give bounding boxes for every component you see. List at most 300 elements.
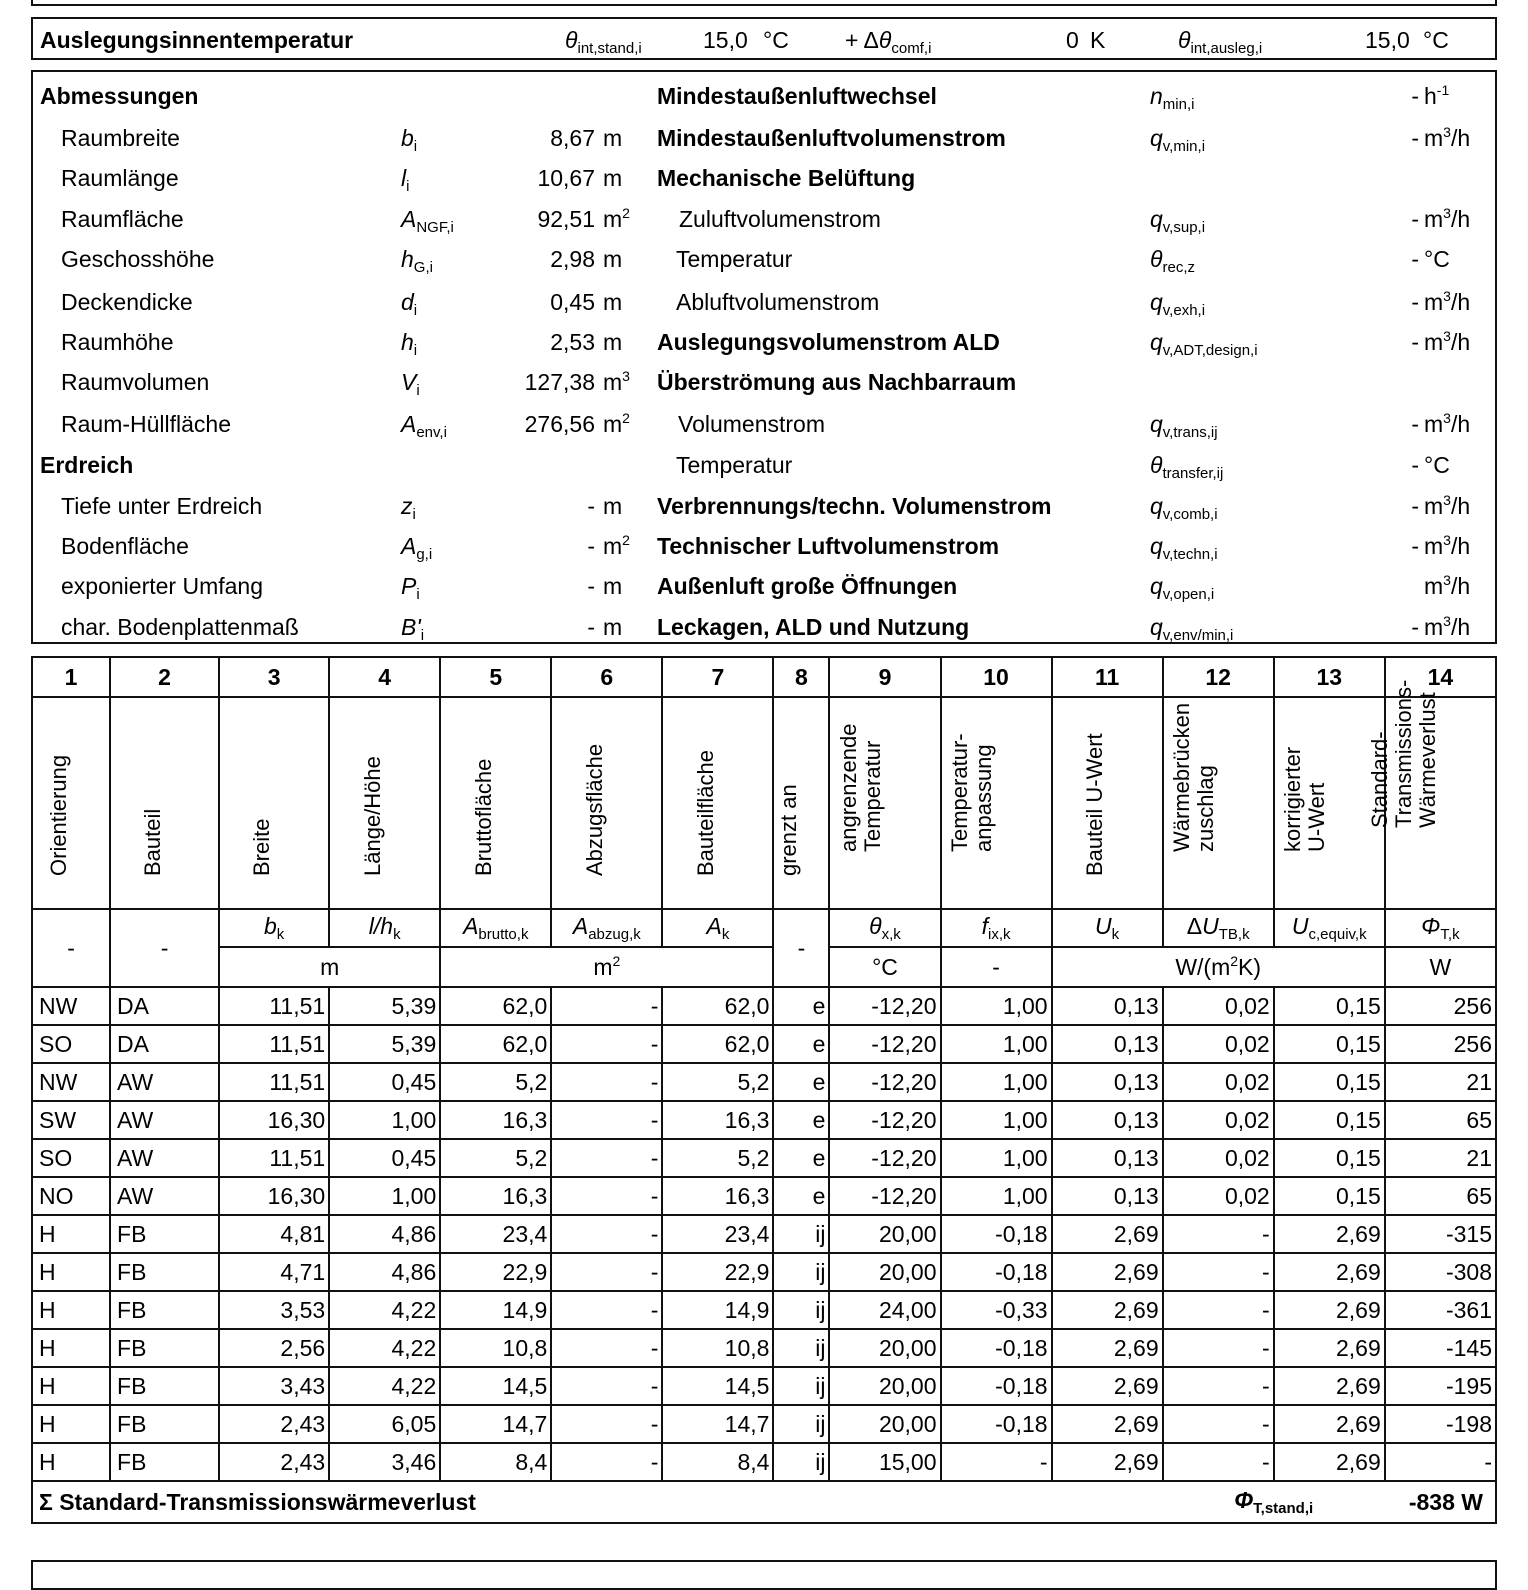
column-number: 7	[662, 657, 773, 697]
theta-int-ausleg-unit: °C	[1423, 27, 1449, 53]
column-symbol: $A_k$	[662, 909, 773, 947]
cell-orientation: H	[32, 1215, 110, 1253]
dimension-value: 92,51	[537, 206, 595, 232]
cell-u-value: 0,13	[1052, 1177, 1163, 1215]
ventilation-value: -	[1411, 533, 1419, 559]
sum-value: -838 W	[1385, 1481, 1496, 1523]
cell-component: FB	[110, 1291, 219, 1329]
cell-width: 16,30	[219, 1177, 329, 1215]
cell-component-area: 5,2	[662, 1063, 773, 1101]
cell-component: AW	[110, 1063, 219, 1101]
ventilation-unit: $m^3/h$	[1424, 613, 1471, 640]
column-title	[941, 697, 1052, 909]
cell-component: FB	[110, 1253, 219, 1291]
ventilation-unit: $m^3/h$	[1424, 572, 1471, 599]
ventilation-symbol	[1150, 533, 1218, 568]
cell-adjacent: ij	[773, 1443, 829, 1481]
ventilation-value: -	[1411, 289, 1419, 315]
dimension-value: 127,38	[524, 369, 595, 395]
ventilation-value: -	[1411, 411, 1419, 437]
ventilation-value: -	[1411, 125, 1419, 151]
sum-row	[32, 1481, 1496, 1523]
ventilation-value: -	[1411, 614, 1419, 640]
cell-adjacent-temperature: 20,00	[829, 1405, 940, 1443]
ventilation-value: -	[1411, 206, 1419, 232]
cell-corrected-u-value: 2,69	[1274, 1443, 1385, 1481]
cell-orientation: SO	[32, 1139, 110, 1177]
cell-width: 4,71	[219, 1253, 329, 1291]
dimension-symbol	[401, 125, 417, 160]
cell-length: 5,39	[329, 987, 440, 1025]
cell-temperature-factor: 1,00	[941, 987, 1052, 1025]
cell-width: 16,30	[219, 1101, 329, 1139]
ventilation-value: -	[1411, 83, 1419, 109]
cell-orientation: H	[32, 1253, 110, 1291]
ventilation-symbol	[1150, 329, 1258, 364]
table-body	[32, 657, 1496, 1523]
cell-corrected-u-value: 2,69	[1274, 1215, 1385, 1253]
dimension-label: Raumvolumen	[61, 369, 210, 395]
table-row	[32, 1329, 1496, 1367]
column-symbol: $\theta_{x,k}$	[829, 909, 940, 947]
ground-unit: m	[603, 573, 623, 599]
cell-heat-loss: 21	[1385, 1063, 1496, 1101]
cell-u-value: 0,13	[1052, 1063, 1163, 1101]
column-number: 13	[1274, 657, 1385, 697]
cell-deduction-area: -	[551, 1253, 662, 1291]
cell-gross-area: 14,7	[440, 1405, 551, 1443]
dimension-symbol	[401, 329, 417, 364]
ventilation-symbol	[1150, 573, 1214, 608]
column-title	[1163, 697, 1274, 909]
ground-symbol	[401, 573, 420, 608]
cell-component: FB	[110, 1443, 219, 1481]
cell-adjacent: e	[773, 1101, 829, 1139]
cell-temperature-factor: -0,33	[941, 1291, 1052, 1329]
column-title-line: Bruttofläche	[470, 758, 496, 876]
cell-component-area: 14,7	[662, 1405, 773, 1443]
cell-component-area: 16,3	[662, 1101, 773, 1139]
ventilation-unit: $m^3/h$	[1424, 410, 1471, 437]
column-title-line: grenzt an	[776, 784, 802, 876]
cell-component: AW	[110, 1177, 219, 1215]
symbol: $A_{env,i}$	[401, 411, 447, 441]
ventilation-label: Mechanische Belüftung	[657, 165, 916, 191]
cell-deduction-area: -	[551, 1025, 662, 1063]
symbol: $q_{v,comb,i}$	[1150, 493, 1218, 523]
cell-component: FB	[110, 1405, 219, 1443]
column-title-line: zuschlag	[1193, 765, 1219, 852]
cell-component-area: 23,4	[662, 1215, 773, 1253]
column-title-line: korrigierter	[1280, 746, 1306, 852]
cell-component: DA	[110, 987, 219, 1025]
cell-length: 0,45	[329, 1063, 440, 1101]
cell-width: 11,51	[219, 1063, 329, 1101]
cell-gross-area: 14,9	[440, 1291, 551, 1329]
dimension-label: Deckendicke	[61, 289, 193, 315]
cell-component: DA	[110, 1025, 219, 1063]
column-number: 4	[329, 657, 440, 697]
cell-adjacent-temperature: -12,20	[829, 1101, 940, 1139]
col1-unit: -	[32, 909, 110, 987]
table-row	[32, 1025, 1496, 1063]
cell-component-area: 5,2	[662, 1139, 773, 1177]
theta-int-stand-symbol: $\theta_{int,stand,i}$	[565, 27, 642, 57]
dimension-value: 8,67	[550, 125, 595, 151]
ventilation-unit: $h^{-1}$	[1424, 82, 1450, 109]
cell-component-area: 14,9	[662, 1291, 773, 1329]
cell-adjacent-temperature: 20,00	[829, 1215, 940, 1253]
power-unit: W	[1385, 947, 1496, 987]
ventilation-symbol	[1150, 614, 1233, 649]
ground-label: Tiefe unter Erdreich	[61, 493, 263, 519]
ventilation-unit: $m^3/h$	[1424, 532, 1471, 559]
ventilation-symbol	[1150, 83, 1194, 118]
symbol: $q_{v,open,i}$	[1150, 573, 1215, 603]
cell-u-value: 2,69	[1052, 1329, 1163, 1367]
theta-int-stand-value: 15,0	[703, 27, 748, 53]
next-section-box	[31, 1560, 1497, 1590]
ground-label: exponierter Umfang	[61, 573, 263, 599]
cell-adjacent-temperature: -12,20	[829, 987, 940, 1025]
column-number: 2	[110, 657, 219, 697]
dimension-unit: $m^2$	[603, 410, 630, 437]
ventilation-unit: °C	[1424, 452, 1450, 478]
column-number: 12	[1163, 657, 1274, 697]
column-title-line: Orientierung	[46, 754, 72, 876]
table-row	[32, 1443, 1496, 1481]
cell-gross-area: 10,8	[440, 1329, 551, 1367]
cell-deduction-area: -	[551, 1101, 662, 1139]
column-title-line: Länge/Höhe	[359, 756, 385, 876]
dimension-unit: m	[603, 289, 623, 315]
ventilation-unit: °C	[1424, 246, 1450, 272]
ground-value: -	[587, 614, 595, 640]
cell-heat-loss: -	[1385, 1443, 1496, 1481]
cell-u-value: 0,13	[1052, 987, 1163, 1025]
cell-thermal-bridge: 0,02	[1163, 1177, 1274, 1215]
cell-thermal-bridge: 0,02	[1163, 1139, 1274, 1177]
cell-temperature-factor: 1,00	[941, 1063, 1052, 1101]
cell-adjacent-temperature: -12,20	[829, 1025, 940, 1063]
dimension-unit: $m^3$	[603, 368, 630, 395]
cell-length: 4,22	[329, 1367, 440, 1405]
delta-comf-unit: K	[1090, 27, 1106, 53]
ground-unit: m	[603, 614, 623, 640]
cell-temperature-factor: -0,18	[941, 1405, 1052, 1443]
cell-u-value: 2,69	[1052, 1367, 1163, 1405]
cell-width: 3,53	[219, 1291, 329, 1329]
column-title	[110, 697, 219, 909]
column-symbol: $\Delta U_{TB,k}$	[1163, 909, 1274, 947]
ground-value: -	[587, 493, 595, 519]
ground-label: char. Bodenplattenmaß	[61, 614, 299, 640]
col8-unit: -	[773, 909, 829, 987]
cell-orientation: H	[32, 1443, 110, 1481]
cell-temperature-factor: -0,18	[941, 1367, 1052, 1405]
cell-orientation: H	[32, 1367, 110, 1405]
column-title-line: anpassung	[971, 744, 997, 852]
column-title-line: Temperatur-	[947, 733, 973, 852]
symbol: $B'_i$	[401, 614, 425, 644]
cell-heat-loss: 65	[1385, 1177, 1496, 1215]
column-number: 3	[219, 657, 329, 697]
dimension-symbol	[401, 369, 420, 404]
cell-length: 5,39	[329, 1025, 440, 1063]
cell-thermal-bridge: 0,02	[1163, 1025, 1274, 1063]
cell-component: FB	[110, 1329, 219, 1367]
cell-deduction-area: -	[551, 1405, 662, 1443]
cell-gross-area: 22,9	[440, 1253, 551, 1291]
column-title-row	[32, 697, 1496, 909]
cell-u-value: 2,69	[1052, 1291, 1163, 1329]
cell-heat-loss: -315	[1385, 1215, 1496, 1253]
symbol: $V_i$	[401, 369, 420, 399]
ventilation-symbol	[1150, 493, 1218, 528]
dimension-label: Geschosshöhe	[61, 246, 215, 272]
symbol: $l_i$	[401, 165, 410, 195]
cell-deduction-area: -	[551, 1215, 662, 1253]
dimension-symbol	[401, 246, 433, 281]
cell-thermal-bridge: -	[1163, 1329, 1274, 1367]
cell-width: 3,43	[219, 1367, 329, 1405]
cell-orientation: NO	[32, 1177, 110, 1215]
cell-width: 2,56	[219, 1329, 329, 1367]
cell-corrected-u-value: 2,69	[1274, 1253, 1385, 1291]
cell-corrected-u-value: 2,69	[1274, 1291, 1385, 1329]
cell-corrected-u-value: 2,69	[1274, 1367, 1385, 1405]
ground-heading: Erdreich	[40, 452, 134, 478]
column-number: 1	[32, 657, 110, 697]
cell-heat-loss: -361	[1385, 1291, 1496, 1329]
cell-orientation: H	[32, 1329, 110, 1367]
cell-corrected-u-value: 0,15	[1274, 1177, 1385, 1215]
dimension-symbol	[401, 165, 409, 200]
ground-label: Bodenfläche	[61, 533, 189, 559]
cell-length: 0,45	[329, 1139, 440, 1177]
cell-corrected-u-value: 2,69	[1274, 1405, 1385, 1443]
area-unit: $m^2$	[440, 947, 773, 987]
column-number: 10	[941, 657, 1052, 697]
dimension-unit: $m^2$	[603, 205, 630, 232]
cell-thermal-bridge: -	[1163, 1291, 1274, 1329]
symbol: $\theta_{rec,z}$	[1150, 246, 1195, 276]
ventilation-unit: $m^3/h$	[1424, 205, 1471, 232]
column-title-line: Breite	[249, 818, 275, 876]
cell-u-value: 2,69	[1052, 1443, 1163, 1481]
cell-temperature-factor: -0,18	[941, 1329, 1052, 1367]
column-number: 9	[829, 657, 940, 697]
length-unit: m	[219, 947, 440, 987]
ventilation-label: Zuluftvolumenstrom	[679, 206, 881, 232]
symbol: $d_i$	[401, 289, 418, 319]
cell-length: 3,46	[329, 1443, 440, 1481]
table-row	[32, 1101, 1496, 1139]
ground-symbol	[401, 533, 432, 568]
ventilation-symbol	[1150, 411, 1218, 446]
cell-corrected-u-value: 0,15	[1274, 1139, 1385, 1177]
ventilation-symbol	[1150, 452, 1223, 487]
cell-component: FB	[110, 1215, 219, 1253]
column-title-line: Bauteil U-Wert	[1082, 733, 1108, 876]
column-title	[662, 697, 773, 909]
column-title	[219, 697, 329, 909]
ventilation-label: Temperatur	[676, 452, 793, 478]
sum-symbol: $\Phi_{T,stand,i}$	[1163, 1481, 1385, 1523]
cell-adjacent-temperature: 24,00	[829, 1291, 940, 1329]
symbol-row	[32, 909, 1496, 947]
cell-width: 2,43	[219, 1405, 329, 1443]
column-title	[329, 697, 440, 909]
cell-length: 1,00	[329, 1101, 440, 1139]
cell-adjacent-temperature: -12,20	[829, 1177, 940, 1215]
column-title-line: Wärmeverlust	[1415, 692, 1441, 828]
cell-thermal-bridge: -	[1163, 1367, 1274, 1405]
symbol: $q_{v,ADT,design,i}$	[1150, 329, 1258, 359]
cell-temperature-factor: -0,18	[941, 1253, 1052, 1291]
column-number: 14	[1385, 657, 1496, 697]
ground-symbol	[401, 493, 416, 528]
table-row	[32, 1177, 1496, 1215]
ventilation-symbol	[1150, 246, 1195, 281]
cell-deduction-area: -	[551, 987, 662, 1025]
transmission-table	[31, 656, 1497, 1524]
cell-u-value: 0,13	[1052, 1025, 1163, 1063]
table-row	[32, 987, 1496, 1025]
cell-length: 1,00	[329, 1177, 440, 1215]
cell-heat-loss: 21	[1385, 1139, 1496, 1177]
cell-orientation: NW	[32, 1063, 110, 1101]
column-title	[440, 697, 551, 909]
theta-int-stand-unit: °C	[763, 27, 789, 53]
ground-value: -	[587, 573, 595, 599]
symbol: $A_{NGF,i}$	[401, 206, 454, 236]
cell-corrected-u-value: 0,15	[1274, 1025, 1385, 1063]
dimension-value: 276,56	[524, 411, 595, 437]
cell-temperature-factor: 1,00	[941, 1139, 1052, 1177]
cell-u-value: 2,69	[1052, 1253, 1163, 1291]
cell-width: 11,51	[219, 987, 329, 1025]
dimension-unit: m	[603, 165, 623, 191]
cell-u-value: 0,13	[1052, 1101, 1163, 1139]
cell-width: 11,51	[219, 1025, 329, 1063]
previous-section-box	[31, 0, 1497, 6]
cell-component: AW	[110, 1139, 219, 1177]
cell-adjacent-temperature: 20,00	[829, 1329, 940, 1367]
cell-heat-loss: 256	[1385, 1025, 1496, 1063]
ventilation-symbol	[1150, 125, 1205, 160]
unit-row	[32, 947, 1496, 987]
cell-heat-loss: -308	[1385, 1253, 1496, 1291]
dimension-label: Raumhöhe	[61, 329, 174, 355]
column-symbol: $U_k$	[1052, 909, 1163, 947]
symbol: $q_{v,min,i}$	[1150, 125, 1206, 155]
cell-corrected-u-value: 0,15	[1274, 987, 1385, 1025]
design-temperature-bar	[31, 17, 1497, 60]
column-number: 5	[440, 657, 551, 697]
dimension-symbol	[401, 411, 447, 446]
cell-component-area: 62,0	[662, 1025, 773, 1063]
column-symbol: $U_{c,equiv,k}$	[1274, 909, 1385, 947]
cell-orientation: SO	[32, 1025, 110, 1063]
cell-deduction-area: -	[551, 1177, 662, 1215]
cell-width: 11,51	[219, 1139, 329, 1177]
dimension-unit: m	[603, 125, 623, 151]
table-row	[32, 1367, 1496, 1405]
room-info-box	[31, 70, 1497, 644]
ventilation-symbol	[1150, 206, 1205, 241]
dimension-label: Raumlänge	[61, 165, 179, 191]
symbol: $\theta_{transfer,ij}$	[1150, 452, 1224, 482]
cell-gross-area: 62,0	[440, 987, 551, 1025]
column-title-line: Bauteilfläche	[692, 750, 718, 876]
cell-length: 4,22	[329, 1291, 440, 1329]
cell-gross-area: 5,2	[440, 1063, 551, 1101]
cell-deduction-area: -	[551, 1367, 662, 1405]
column-symbol: $l/h_k$	[329, 909, 440, 947]
symbol: $P_i$	[401, 573, 420, 603]
cell-orientation: H	[32, 1291, 110, 1329]
symbol: $b_i$	[401, 125, 418, 155]
ventilation-unit: $m^3/h$	[1424, 492, 1471, 519]
column-number-row	[32, 657, 1496, 697]
ground-unit: m	[603, 493, 623, 519]
cell-deduction-area: -	[551, 1063, 662, 1101]
cell-thermal-bridge: -	[1163, 1405, 1274, 1443]
cell-gross-area: 23,4	[440, 1215, 551, 1253]
ventilation-label: Technischer Luftvolumenstrom	[657, 533, 1000, 559]
cell-component: AW	[110, 1101, 219, 1139]
column-number: 6	[551, 657, 662, 697]
column-symbol: $f_{ix,k}$	[941, 909, 1052, 947]
cell-width: 2,43	[219, 1443, 329, 1481]
ventilation-unit: $m^3/h$	[1424, 328, 1471, 355]
cell-component-area: 14,5	[662, 1367, 773, 1405]
ventilation-label: Auslegungsvolumenstrom ALD	[657, 329, 1000, 355]
cell-component: FB	[110, 1367, 219, 1405]
column-title	[1052, 697, 1163, 909]
cell-thermal-bridge: -	[1163, 1215, 1274, 1253]
cell-adjacent: e	[773, 1177, 829, 1215]
cell-adjacent: ij	[773, 1405, 829, 1443]
dimension-unit: m	[603, 329, 623, 355]
cell-adjacent-temperature: 15,00	[829, 1443, 940, 1481]
cell-heat-loss: -195	[1385, 1367, 1496, 1405]
cell-adjacent: ij	[773, 1367, 829, 1405]
ventilation-label: Verbrennungs/techn. Volumenstrom	[657, 493, 1052, 519]
ventilation-label: Volumenstrom	[678, 411, 826, 437]
table-row	[32, 1291, 1496, 1329]
column-symbol: $A_{abzug,k}$	[551, 909, 662, 947]
cell-component-area: 22,9	[662, 1253, 773, 1291]
cell-temperature-factor: -	[941, 1443, 1052, 1481]
table-row	[32, 1139, 1496, 1177]
cell-component-area: 10,8	[662, 1329, 773, 1367]
cell-u-value: 0,13	[1052, 1139, 1163, 1177]
column-title	[551, 697, 662, 909]
cell-length: 4,86	[329, 1253, 440, 1291]
cell-u-value: 2,69	[1052, 1215, 1163, 1253]
column-symbol: $A_{brutto,k}$	[440, 909, 551, 947]
dimension-value: 2,53	[550, 329, 595, 355]
cell-component-area: 62,0	[662, 987, 773, 1025]
factor-unit: -	[941, 947, 1052, 987]
cell-gross-area: 8,4	[440, 1443, 551, 1481]
dimension-symbol	[401, 289, 417, 324]
table-row	[32, 1405, 1496, 1443]
ventilation-unit: $m^3/h$	[1424, 288, 1471, 315]
column-number: 8	[773, 657, 829, 697]
